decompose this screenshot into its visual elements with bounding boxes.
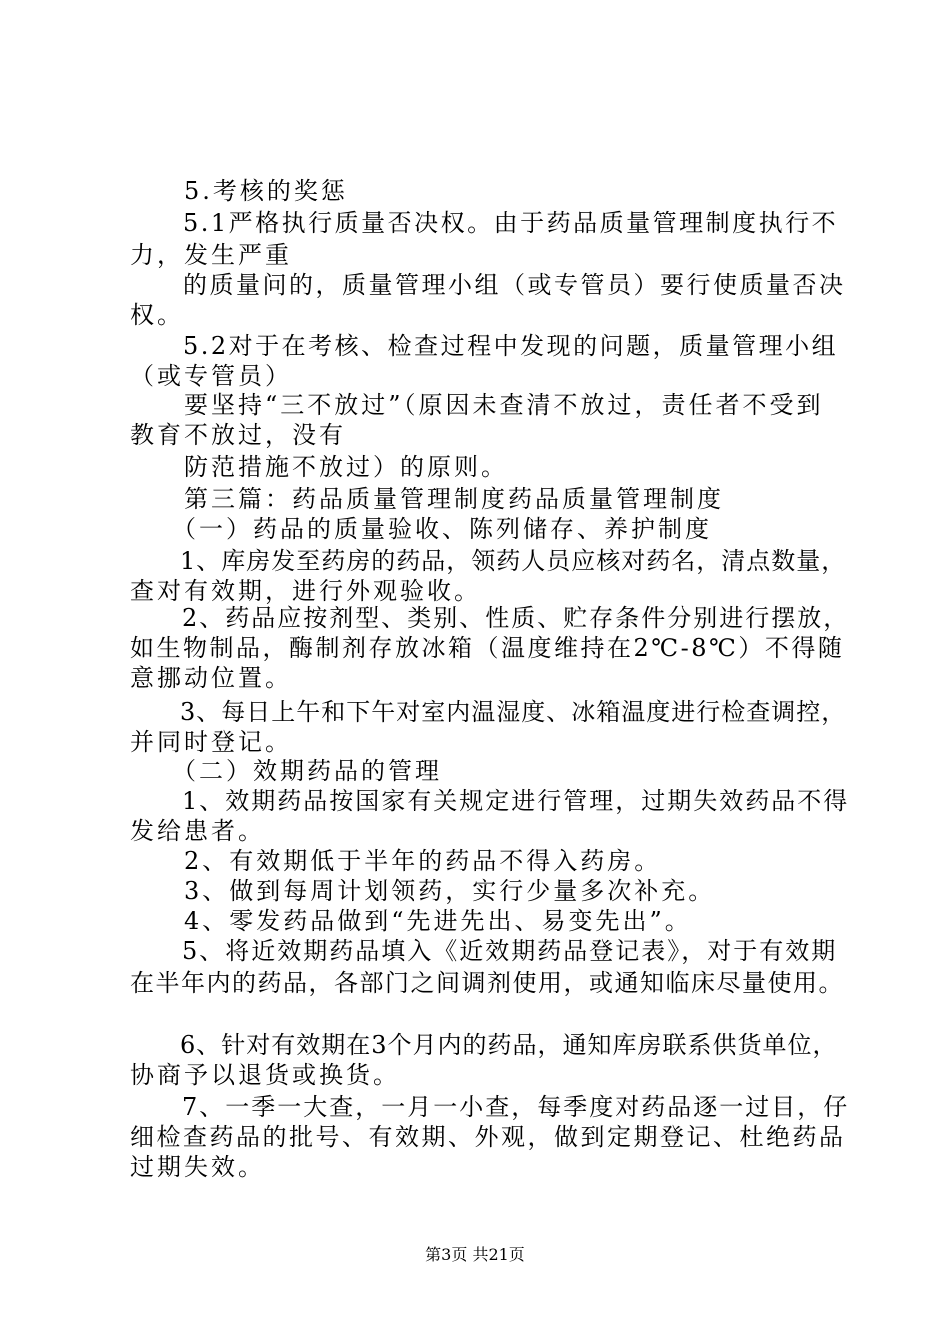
text-line: 权。 — [130, 301, 184, 329]
text-line: 协商予以退货或换货。 — [130, 1061, 400, 1089]
text-line: 5.考核的奖惩 — [130, 177, 348, 205]
text-line: 4、零发药品做到“先进先出、易变先出”。 — [130, 907, 692, 935]
text-line: 防范措施不放过）的原则。 — [130, 453, 508, 481]
text-line: 要坚持“三不放过”（原因未查清不放过，责任者不受到 — [130, 391, 824, 419]
text-line: 1、库房发至药房的药品，领药人员应核对药名，清点数量， — [130, 547, 847, 575]
text-line: 并同时登记。 — [130, 728, 292, 756]
text-line: 3、每日上午和下午对室内温湿度、冰箱温度进行检查调控， — [130, 698, 847, 726]
text-line: 1、效期药品按国家有关规定进行管理，过期失效药品不得 — [130, 787, 850, 815]
text-line: 在半年内的药品，各部门之间调剂使用，或通知临床尽量使用。 — [130, 969, 844, 997]
page-footer: 第3页 共21页 — [425, 1245, 525, 1264]
text-line: 细检查药品的批号、有效期、外观，做到定期登记、杜绝药品 — [130, 1123, 846, 1151]
text-line: 5.1严格执行质量否决权。由于药品质量管理制度执行不 — [130, 209, 839, 237]
text-line: 第三篇：药品质量管理制度药品质量管理制度 — [130, 485, 724, 513]
text-line: 力，发生严重 — [130, 241, 292, 269]
text-line: （二）效期药品的管理 — [130, 757, 442, 785]
text-line: 6、针对有效期在3个月内的药品，通知库房联系供货单位， — [130, 1031, 838, 1059]
text-line: 2、有效期低于半年的药品不得入药房。 — [130, 847, 662, 875]
text-line: 2、药品应按剂型、类别、性质、贮存条件分别进行摆放， — [130, 604, 850, 632]
text-line: 7、一季一大查，一月一小查，每季度对药品逐一过目，仔 — [130, 1093, 850, 1121]
text-line: 的质量问的，质量管理小组（或专管员）要行使质量否决 — [130, 271, 846, 299]
text-line: 查对有效期，进行外观验收。 — [130, 577, 481, 605]
text-line: 过期失效。 — [130, 1153, 265, 1181]
text-line: 5.2对于在考核、检查过程中发现的问题，质量管理小组 — [130, 332, 839, 360]
text-line: 发给患者。 — [130, 817, 265, 845]
text-line: 如生物制品，酶制剂存放冰箱（温度维持在2℃-8℃）不得随 — [130, 634, 845, 662]
text-line: 教育不放过，没有 — [130, 421, 346, 449]
text-line: （或专管员） — [130, 362, 292, 390]
text-line: 5、将近效期药品填入《近效期药品登记表》，对于有效期 — [130, 937, 838, 965]
text-line: （一）药品的质量验收、陈列储存、养护制度 — [130, 515, 712, 543]
text-line: 3、做到每周计划领药，实行少量多次补充。 — [130, 877, 716, 905]
text-line: 意挪动位置。 — [130, 664, 292, 692]
